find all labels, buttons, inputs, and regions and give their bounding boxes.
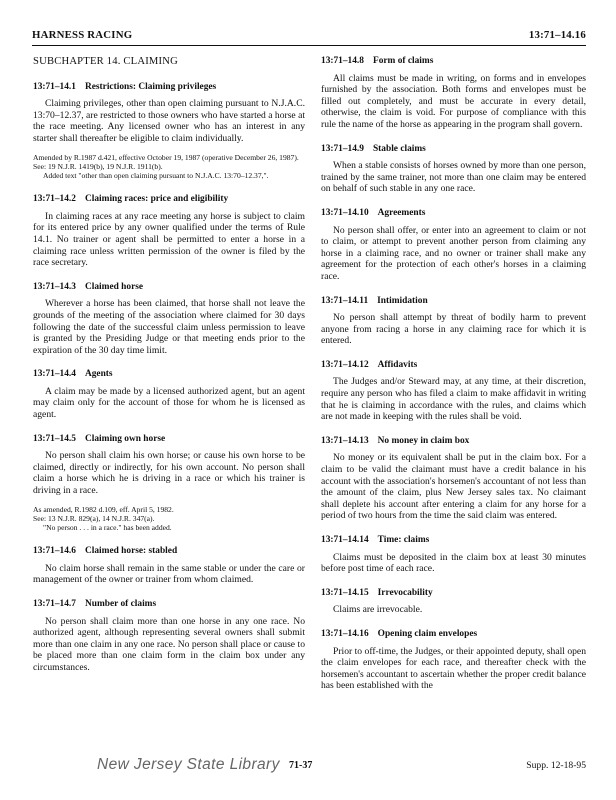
section-text: When a stable consists of horses owned by more than one person, trained by the same trainer, not more than one claim may be entered on behalf of such stable in any one race.	[321, 160, 586, 195]
section-text: Prior to off-time, the Judges, or their appointed deputy, shall open the claim envelopes for each race, and thereafter check with the horsemen's accountant to ascertain whether the proper credit balance has been established with the	[321, 645, 586, 692]
section-text: No person shall attempt by threat of bodily harm to prevent anyone from racing a horse in any claiming race for which it is entered.	[321, 312, 586, 347]
section-heading: 13:71–14.5 Claiming own horse	[33, 433, 166, 444]
section-text: Claims must be deposited in the claim box at least 30 minutes before post time of each race.	[321, 551, 586, 575]
section-text: No person shall claim his own horse; or cause his own horse to be claimed, directly or indirectly, for his own account. No person shall claim a horse which he is driving in a race or which his trainer is driving in a race.	[33, 450, 305, 497]
section-text: No person shall claim more than one horse in any one race. No authorized agent, although representing several owners shall submit more than one claim in any one race. No person shall place or cause to be placed more than one claim form in the claim box under any circumstances.	[33, 615, 305, 673]
header-title: HARNESS RACING	[32, 29, 133, 41]
section-14-16	[321, 629, 586, 692]
subchapter-title: SUBCHAPTER 14. CLAIMING	[33, 56, 178, 67]
section-heading: 13:71–14.10 Agreements	[321, 207, 426, 218]
section-14-4	[33, 369, 305, 420]
section-14-2	[33, 194, 305, 269]
section-heading: 13:71–14.7 Number of claims	[33, 599, 157, 610]
section-heading: 13:71–14.8 Form of claims	[321, 56, 434, 66]
library-watermark: New Jersey State Library	[97, 756, 280, 773]
right-column	[321, 56, 586, 705]
section-text: The Judges and/or Steward may, at any time, at their discretion, require any person who has filed a claim to make affidavit in writing that he is claiming in accordance with the rules, and claims which are not made in keeping with the rules shall be void.	[321, 376, 586, 423]
section-14-7	[33, 599, 305, 674]
section-heading: 13:71–14.15 Irrevocability	[321, 587, 433, 598]
running-header	[32, 27, 586, 46]
section-heading: 13:71–14.16 Opening claim envelopes	[321, 628, 478, 639]
amendment-note: Amended by R.1987 d.421, effective October 19, 1987 (operative December 26, 1987). See: 19 N.J.R. 1419(b), 19 N.J.R. 1911(b). Added text "other than open claiming pursuant to N.J.A.C. 13:70–12.37,".	[33, 152, 299, 180]
supplement-date: Supp. 12-18-95	[526, 760, 586, 771]
section-text: No person shall offer, or enter into an agreement to claim or not to claim, or attempt to prevent another person from claiming any horse in a claiming race, and no owner or trainer shall make any agreement for the protection of each other's horses in a claiming race.	[321, 224, 586, 282]
section-text: Wherever a horse has been claimed, that horse shall not leave the grounds of the meeting of the association where claimed for 30 days following the date of the successful claim unless permission to leave is granted by the Presiding Judge or that meeting ends prior to the expiration of the 30 day time limit.	[33, 298, 305, 356]
section-heading: 13:71–14.12 Affidavits	[321, 359, 418, 370]
section-text: Claiming privileges, other than open claiming pursuant to N.J.A.C. 13:70–12.37, are restricted to those owners who have started a horse at the race meeting. Any licensed owner who has an interest in any starter shall thereafter be eligible to claim individually.	[33, 98, 306, 144]
section-14-12	[321, 360, 586, 423]
section-14-5	[33, 434, 305, 533]
section-14-15	[321, 588, 586, 616]
section-text: Claims are irrevocable.	[333, 604, 423, 616]
amendment-note: As amended, R.1982 d.109, eff. April 5, 1982. See: 13 N.J.R. 829(a), 14 N.J.R. 347(a). "No person . . . in a race." has been added.	[33, 504, 174, 533]
section-text: No money or its equivalent shall be put in the claim box. For a claim to be valid the claimant must have a credit balance in his account with the association's horsemen's accountant of not less than the amount of the claim, plus New Jersey sales tax. No claimant shall deplete his account after entering a claim for any horse for a period of two hours from the time the said claim was entered.	[321, 452, 586, 522]
section-text: No claim horse shall remain in the same stable or under the care or management of the owner or trainer from whom claimed.	[33, 562, 305, 586]
section-14-14	[321, 535, 586, 575]
header-section-range: 13:71–14.16	[528, 29, 586, 41]
section-14-1	[33, 82, 305, 181]
section-heading: 13:71–14.9 Stable claims	[321, 143, 426, 154]
section-text: A claim may be made by a licensed authorized agent, but an agent may claim only for the account of those for whom he is licensed as agent.	[33, 385, 305, 421]
section-heading: 13:71–14.13 No money in claim box	[321, 435, 470, 446]
section-14-8	[321, 56, 586, 131]
section-heading: 13:71–14.14 Time: claims	[321, 535, 430, 545]
section-text: In claiming races at any race meeting any horse is subject to claim for its entered price by any owner qualified under the terms of Rule 14.1. No trainer or agent shall be permitted to enter a horse in a claiming race unless written permission of the owner is filed by the race secretary.	[33, 210, 305, 269]
section-14-3	[33, 282, 305, 357]
section-14-10	[321, 208, 586, 283]
section-heading: 13:71–14.2 Claiming races: price and eligibility	[33, 194, 229, 205]
section-heading: 13:71–14.3 Claimed horse	[33, 281, 144, 292]
left-column	[33, 56, 305, 687]
section-14-6	[33, 546, 305, 586]
section-heading: 13:71–14.1 Restrictions: Claiming privileges	[33, 81, 217, 92]
section-14-13	[321, 436, 586, 522]
section-heading: 13:71–14.11 Intimidation	[321, 295, 428, 306]
section-heading: 13:71–14.4 Agents	[33, 369, 113, 380]
section-14-9	[321, 144, 586, 195]
section-text: All claims must be made in writing, on forms and in envelopes furnished by the association. Both forms and envelopes must be filled out completely, and must be accurate in every detail, otherwise, the claim is void. For purpose of compliance with this rule the name of the horse as appearing in the program shall govern.	[321, 72, 586, 130]
section-14-11	[321, 296, 586, 347]
section-heading: 13:71–14.6 Claimed horse: stabled	[33, 546, 178, 557]
page-number: 71-37	[289, 760, 313, 771]
